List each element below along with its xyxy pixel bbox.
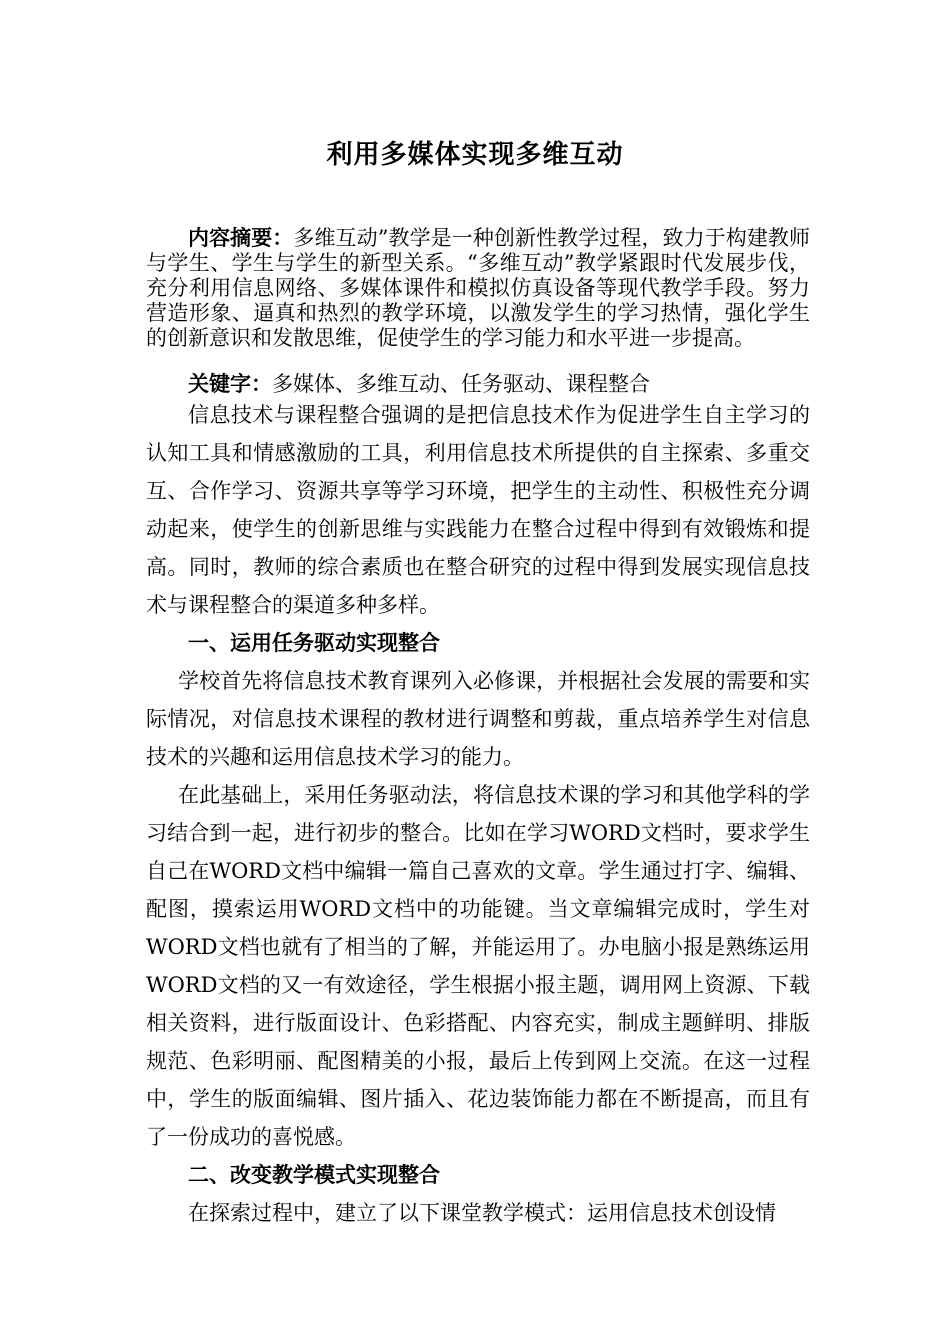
section2-paragraph-1: 在探索过程中，建立了以下课堂教学模式：运用信息技术创设情 [188, 1201, 776, 1225]
section1-paragraph-1: 学校首先将信息技术教育课列入必修课，并根据社会发展的需要和实际情况，对信息技术课程的教材进行调整和剪裁，重点培养学生对信息技术的兴趣和运用信息技术学习的能力。 [146, 669, 810, 769]
document-body [146, 396, 810, 1232]
abstract-paragraph [146, 226, 810, 351]
keywords-text: 多媒体、多维互动、任务驱动、课程整合 [272, 372, 650, 396]
section2-heading: 二、改变教学模式实现整合 [188, 1163, 440, 1187]
abstract-label: 内容摘要： [188, 226, 294, 250]
section1-paragraph-2: 在此基础上，采用任务驱动法，将信息技术课的学习和其他学科的学习结合到一起，进行初步的整合。比如在学习WORD文档时，要求学生自己在WORD文档中编辑一篇自己喜欢的文章。学生通过打字、编辑、配图，摸索运用WORD文档中的功能键。当文章编辑完成时，学生对WORD文档也就有了相当的了解，并能运用了。办电脑小报是熟练运用WORD文档的又一有效途径，学生根据小报主题，调用网上资源、下载相关资料，进行版面设计、色彩搭配、内容充实，制成主题鲜明、排版规范、色彩明丽、配图精美的小报，最后上传到网上交流。在这一过程中，学生的版面编辑、图片插入、花边装饰能力都在不断提高，而且有了一份成功的喜悦感。 [146, 783, 810, 1149]
document-title: 利用多媒体实现多维互动 [326, 140, 624, 170]
section1-heading: 一、运用任务驱动实现整合 [188, 631, 440, 655]
keywords-label: 关键字： [188, 372, 272, 396]
keywords-line [146, 372, 810, 397]
abstract-text: 多维互动”教学是一种创新性教学过程，致力于构建教师与学生、学生与学生的新型关系。“多维互动”教学紧跟时代发展步伐，充分利用信息网络、多媒体课件和模拟仿真设备等现代教学手段。努力营造形象、逼真和热烈的教学环境，以激发学生的学习热情，强化学生的创新意识和发散思维，促使学生的学习能力和水平进一步提高。 [146, 226, 810, 350]
intro-paragraph: 信息技术与课程整合强调的是把信息技术作为促进学生自主学习的认知工具和情感激励的工具，利用信息技术所提供的自主探索、多重交互、合作学习、资源共享等学习环境，把学生的主动性、积极性充分调动起来，使学生的创新思维与实践能力在整合过程中得到有效锻炼和提高。同时，教师的综合素质也在整合研究的过程中得到发展实现信息技术与课程整合的渠道多种多样。 [146, 403, 810, 617]
